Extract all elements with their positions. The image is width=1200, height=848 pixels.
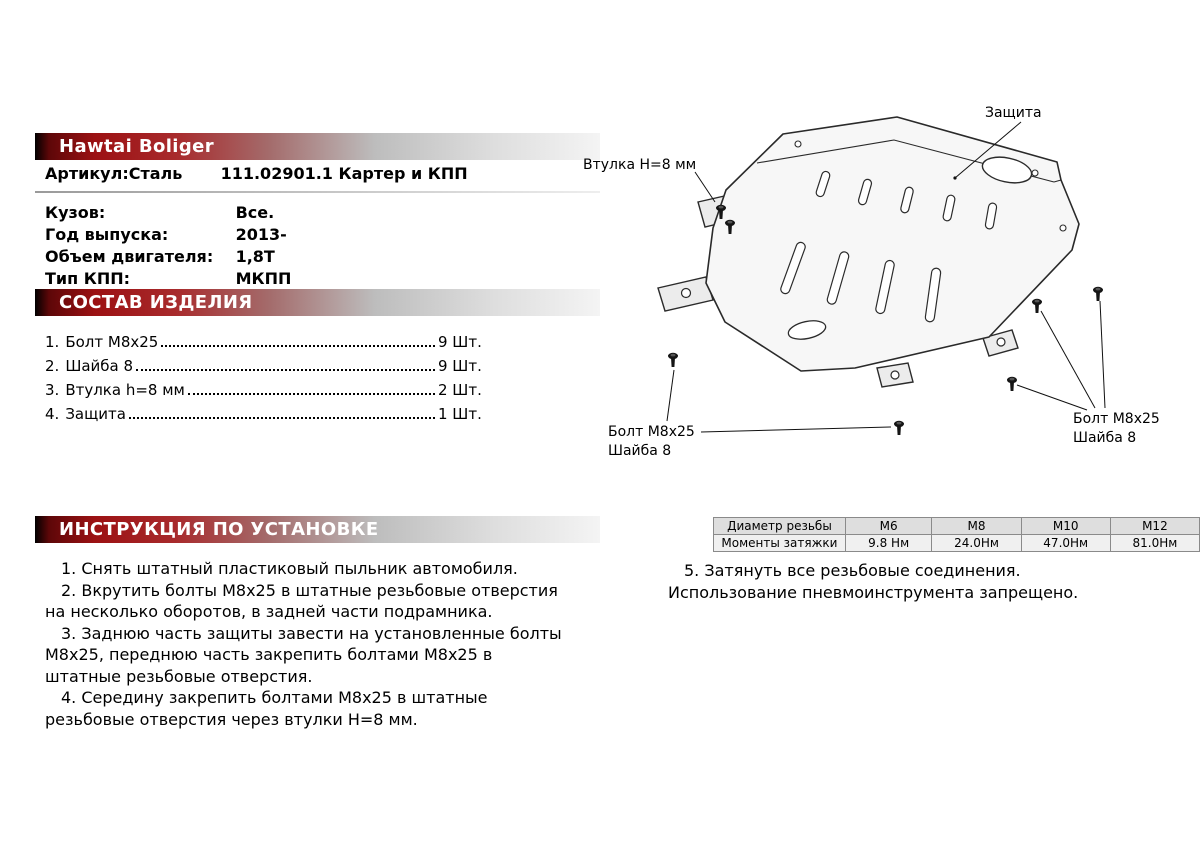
spec-value: МКПП (235, 269, 292, 288)
bolt-icon (1032, 299, 1042, 313)
diagram-label-bushing: Втулка Н=8 мм (583, 157, 697, 173)
bolt-icon (1007, 377, 1017, 391)
torque-header-row (714, 518, 1200, 535)
composition-title-bar (35, 289, 600, 316)
torque-cell: 9.8 Нм (845, 535, 932, 552)
instructions-right-column (668, 560, 1188, 604)
instruction-step: 4. Середину закрепить болтами М8х25 в штатные резьбовые отверстия через втулки Н=8 мм. (45, 688, 488, 729)
torque-cell: М12 (1110, 518, 1199, 535)
product-title: Hawtai Boliger (59, 136, 215, 157)
item-number: 3. (45, 381, 60, 399)
item-number: 1. (45, 333, 60, 351)
composition-title: СОСТАВ ИЗДЕЛИЯ (59, 292, 253, 313)
specs-list (45, 202, 291, 290)
spec-row-gearbox (45, 268, 291, 290)
item-name: Болт М8х25 (65, 333, 159, 351)
bolt-label: Болт М8х25 (1073, 411, 1160, 427)
spec-row-engine (45, 246, 291, 268)
spec-label: Кузов: (45, 203, 106, 222)
torque-cell: 81.0Нм (1110, 535, 1199, 552)
list-item (45, 399, 490, 423)
item-number: 4. (45, 405, 60, 423)
product-diagram (555, 80, 1195, 480)
instructions-left-column (45, 558, 572, 730)
dotted-leader (136, 369, 435, 371)
spec-value: 1,8Т (235, 247, 275, 266)
torque-cell: М6 (845, 518, 932, 535)
instruction-step: 1. Снять штатный пластиковый пыльник автомобиля. (61, 559, 518, 578)
skid-plate (706, 117, 1079, 371)
bolt-label: Болт М8х25 (608, 424, 695, 440)
instruction-step: 2. Вкрутить болты М8х25 в штатные резьбовые отверстия на несколько оборотов, в задней части подрамника. (45, 580, 558, 621)
bolt-icon (1093, 287, 1103, 301)
torque-cell: 47.0Нм (1021, 535, 1110, 552)
diagram-label-bolt-washer-right (1073, 410, 1160, 448)
diagram-label-shield: Защита (985, 105, 1042, 121)
dotted-leader (188, 393, 435, 395)
torque-cell: М10 (1021, 518, 1110, 535)
spec-row-body (45, 202, 291, 224)
mount-tab (877, 363, 913, 387)
item-name: Втулка h=8 мм (65, 381, 185, 399)
bolt-icon (894, 421, 904, 435)
mount-bracket (658, 277, 713, 311)
torque-cell: Моменты затяжки (714, 535, 846, 552)
article-label: Артикул:Сталь (45, 164, 183, 183)
article-row (45, 164, 468, 183)
torque-table (713, 517, 1200, 552)
instruction-step: 3. Заднюю часть защиты завести на установленные болты М8х25, переднюю часть закрепить болтами М8х25 в штатные резьбовые отверстия. (45, 623, 562, 686)
torque-values-row (714, 535, 1200, 552)
item-qty: 9 Шт. (438, 357, 482, 375)
item-qty: 2 Шт. (438, 381, 482, 399)
item-number: 2. (45, 357, 60, 375)
torque-cell: М8 (932, 518, 1021, 535)
spec-row-year (45, 224, 291, 246)
item-qty: 1 Шт. (438, 405, 482, 423)
list-item (45, 327, 490, 351)
torque-cell: 24.0Нм (932, 535, 1021, 552)
list-item (45, 375, 490, 399)
article-value: 111.02901.1 Картер и КПП (220, 164, 468, 183)
dotted-leader (129, 417, 435, 419)
item-name: Защита (65, 405, 126, 423)
product-title-bar (35, 133, 600, 160)
item-name: Шайба 8 (65, 357, 134, 375)
spec-label: Тип КПП: (45, 269, 131, 288)
spec-label: Объем двигателя: (45, 247, 214, 266)
bolt-icon (668, 353, 678, 367)
instructions-title: ИНСТРУКЦИЯ ПО УСТАНОВКЕ (59, 519, 379, 540)
diagram-label-bolt-washer-left (608, 423, 695, 461)
instruction-note: Использование пневмоинструмента запрещено. (668, 583, 1079, 602)
spec-label: Год выпуска: (45, 225, 169, 244)
divider (35, 191, 600, 193)
composition-list (45, 327, 490, 423)
washer-label: Шайба 8 (608, 443, 672, 459)
dotted-leader (161, 345, 435, 347)
item-qty: 9 Шт. (438, 333, 482, 351)
list-item (45, 351, 490, 375)
washer-label: Шайба 8 (1073, 430, 1137, 446)
torque-cell: Диаметр резьбы (714, 518, 846, 535)
instructions-title-bar (35, 516, 600, 543)
spec-value: 2013- (235, 225, 287, 244)
instruction-step: 5. Затянуть все резьбовые соединения. (684, 561, 1021, 580)
spec-value: Все. (235, 203, 275, 222)
